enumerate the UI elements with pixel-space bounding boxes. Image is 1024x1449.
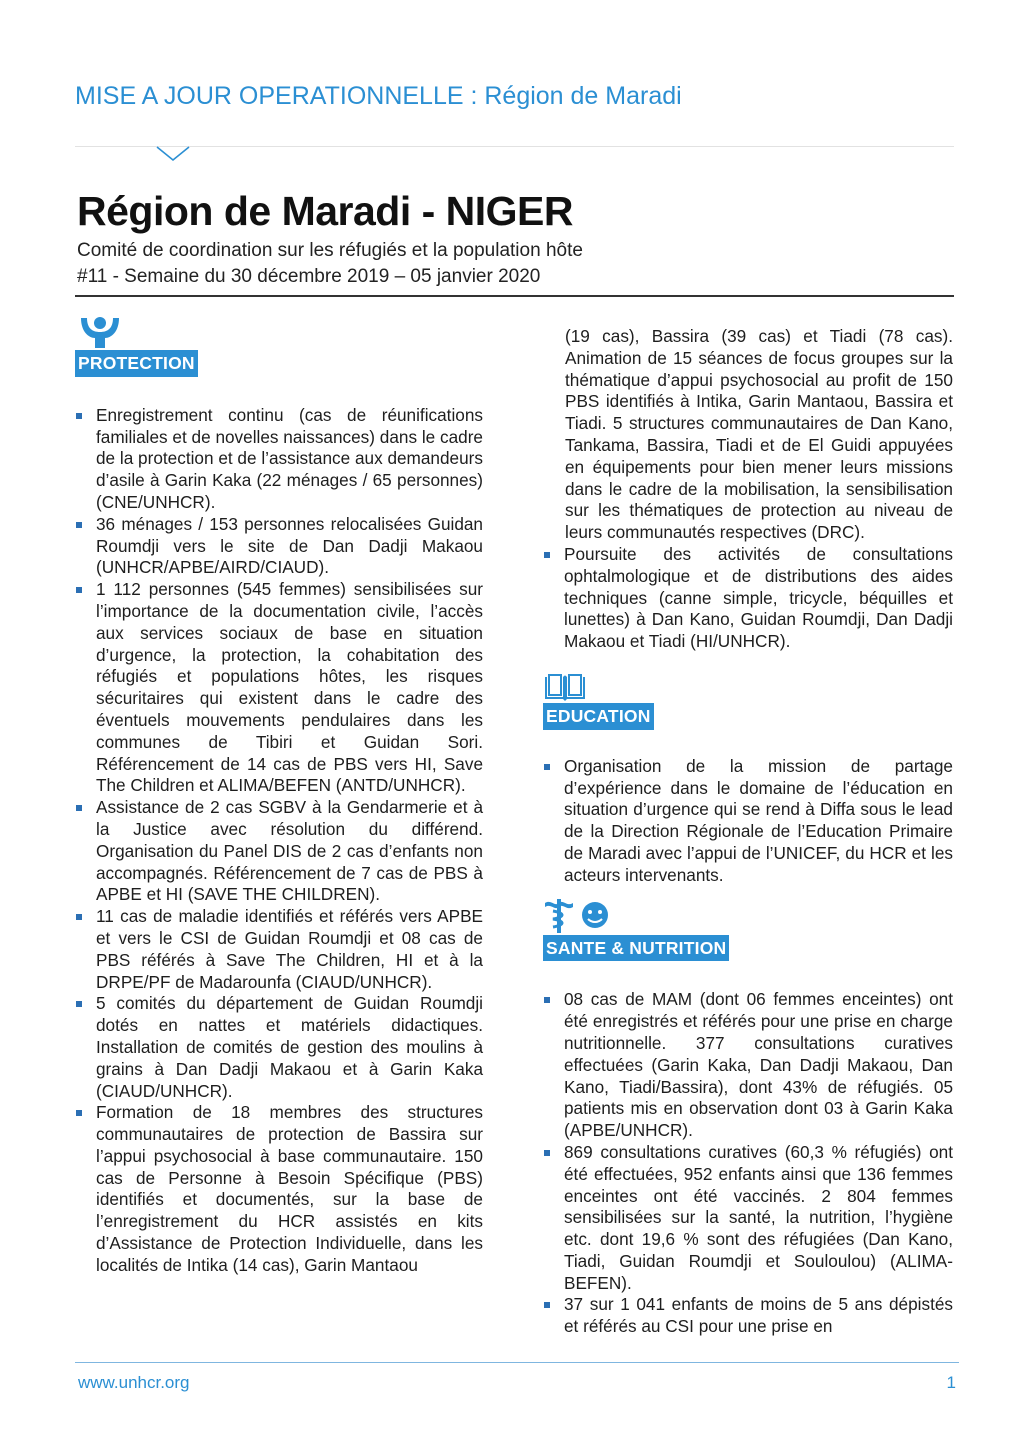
- list-item: Enregistrement continu (cas de réunifications familiales et de novelles naissances) dans le cadre de la protection et de l’assistance aux demandeurs d’asile à Garin Kaka (22 ménages / 65 personnes) (CNE/UNHCR).: [75, 405, 483, 514]
- education-section: [543, 673, 953, 887]
- chevron-down-icon: [156, 146, 190, 162]
- list-item: 36 ménages / 153 personnes relocalisées Guidan Roumdji vers le site de Dan Dadji Makaou (UNHCR/APBE/AIRD/CIAUD).: [75, 514, 483, 579]
- left-column: [75, 314, 483, 1277]
- list-item: 37 sur 1 041 enfants de moins de 5 ans dépistés et référés au CSI pour une prise en: [543, 1294, 953, 1338]
- week-label: #11 - Semaine du 30 décembre 2019 – 05 janvier 2020: [77, 266, 541, 287]
- list-item: Formation de 18 membres des structures communautaires de protection de Bassira sur l’appui psychosocial à base communautaire. 150 cas de Personne à Besoin Spécifique (PBS) identifiés et documentés, sur la base de l’enregistrement du HCR assistés en kits d’Assistance de Protection Individuelle, dans les localités de Intika (14 cas), Garin Mantaou: [75, 1102, 483, 1276]
- page-title: Région de Maradi - NIGER: [77, 188, 573, 234]
- protection-people-icon: [75, 314, 125, 350]
- health-list: [543, 989, 953, 1338]
- footer-link[interactable]: www.unhcr.org: [78, 1373, 190, 1392]
- list-item: 869 consultations curatives (60,3 % réfugiés) ont été effectuées, 952 enfants ainsi que 136 femmes enceintes ont été vaccinés. 2 804 femmes sensibilisées sur la santé, la nutrition, l’hygiène etc. dont 19,6 % sont des réfugiées (Dan Kano, Tiadi, Guidan Roumdji et Souloulou) (ALIMA-BEFEN).: [543, 1142, 953, 1295]
- list-item: Organisation de la mission de partage d’expérience dans le domaine de l’éducation en situation d’urgence qui se rend à Diffa sous le lead de la Direction Régionale de l’Education Primaire de Maradi avec l’appui de l’UNICEF, du HCR et les acteurs intervenants.: [543, 756, 953, 887]
- list-item: Assistance de 2 cas SGBV à la Gendarmerie et à la Justice avec résolution du différend. Organisation du Panel DIS de 2 cas d’enfants non accompagnés. Référencement de 7 cas de PBS à APBE et HI (SAVE THE CHILDREN).: [75, 797, 483, 906]
- list-item: 5 comités du département de Guidan Roumdji dotés en nattes et matériels didactiques. Installation de comités de gestion des moulins à grains à Dan Dadji Makaou et à Garin Kaka (CIAUD/UNHCR).: [75, 993, 483, 1102]
- header-title: MISE A JOUR OPERATIONNELLE : Région de Maradi: [75, 82, 682, 110]
- section-badge-protection: PROTECTION: [75, 350, 198, 377]
- section-badge-health: SANTE & NUTRITION: [543, 935, 729, 962]
- title-divider: [75, 295, 954, 297]
- list-item: Poursuite des activités de consultations ophtalmologique et de distributions des aides techniques (canne simple, tricycle, béquilles et lunettes) à Dan Kano, Guidan Roumdji, Dan Dadji Makaou et Tiadi (HI/UNHCR).: [543, 544, 953, 653]
- list-item: 1 112 personnes (545 femmes) sensibilisées sur l’importance de la documentation civile, l’accès aux services sociaux de base en situation d’urgence, la protection, la cohabitation des réfugiés et populations hôtes, les risques sécuritaires qui existent dans le cadre des éventuels mouvements pendulaires dans les communes de Tibiri et Guidan Sori. Référencement de 14 cas de PBS vers HI, Save The Children et ALIMA/BEFEN (ANTD/UNHCR).: [75, 579, 483, 797]
- page-number: 1: [946, 1373, 956, 1392]
- list-item-continuation: (19 cas), Bassira (39 cas) et Tiadi (78 cas). Animation de 15 séances de focus groupes sur la thématique d’appui psychosocial au profit de 150 PBS identifiés à Intika, Garin Mantaou, Bassira et Tiadi. 5 structures communautaires de Dan Kano, Tankama, Bassira, Tiadi et de El Guidi appuyées en équipements pour bien mener leurs missions dans le cadre de la mobilisation, la sensibilisation sur les thématiques de protection au niveau de leurs communautés respectives (DRC).: [565, 326, 953, 543]
- right-column: [543, 326, 953, 1338]
- section-badge-education: EDUCATION: [543, 703, 654, 730]
- health-section: [543, 897, 953, 1339]
- protection-section: [75, 314, 483, 1277]
- open-book-icon: [543, 673, 587, 703]
- health-nutrition-icon: [543, 897, 613, 935]
- list-item: 08 cas de MAM (dont 06 femmes enceintes) ont été enregistrés et référés pour une prise en charge nutritionnelle. 377 consultations curatives effectuées (Garin Kaka, Dan Dadji Makaou, Dan Kano, Tiadi/Bassira), dont 43% de réfugiés. 05 patients mis en observation dont 03 à Garin Kaka (APBE/UNHCR).: [543, 989, 953, 1142]
- header-divider: [75, 146, 954, 147]
- protection-list-continued: [543, 326, 953, 653]
- list-item: 11 cas de maladie identifiés et référés vers APBE et vers le CSI de Guidan Roumdji et 08 cas de PBS référés à Save The Children, HI et à la DRPE/PF de Madarounfa (CIAUD/UNHCR).: [75, 906, 483, 993]
- footer-divider: [75, 1362, 959, 1363]
- protection-list: [75, 405, 483, 1277]
- education-list: [543, 756, 953, 887]
- page-subtitle: Comité de coordination sur les réfugiés et la population hôte: [77, 240, 583, 261]
